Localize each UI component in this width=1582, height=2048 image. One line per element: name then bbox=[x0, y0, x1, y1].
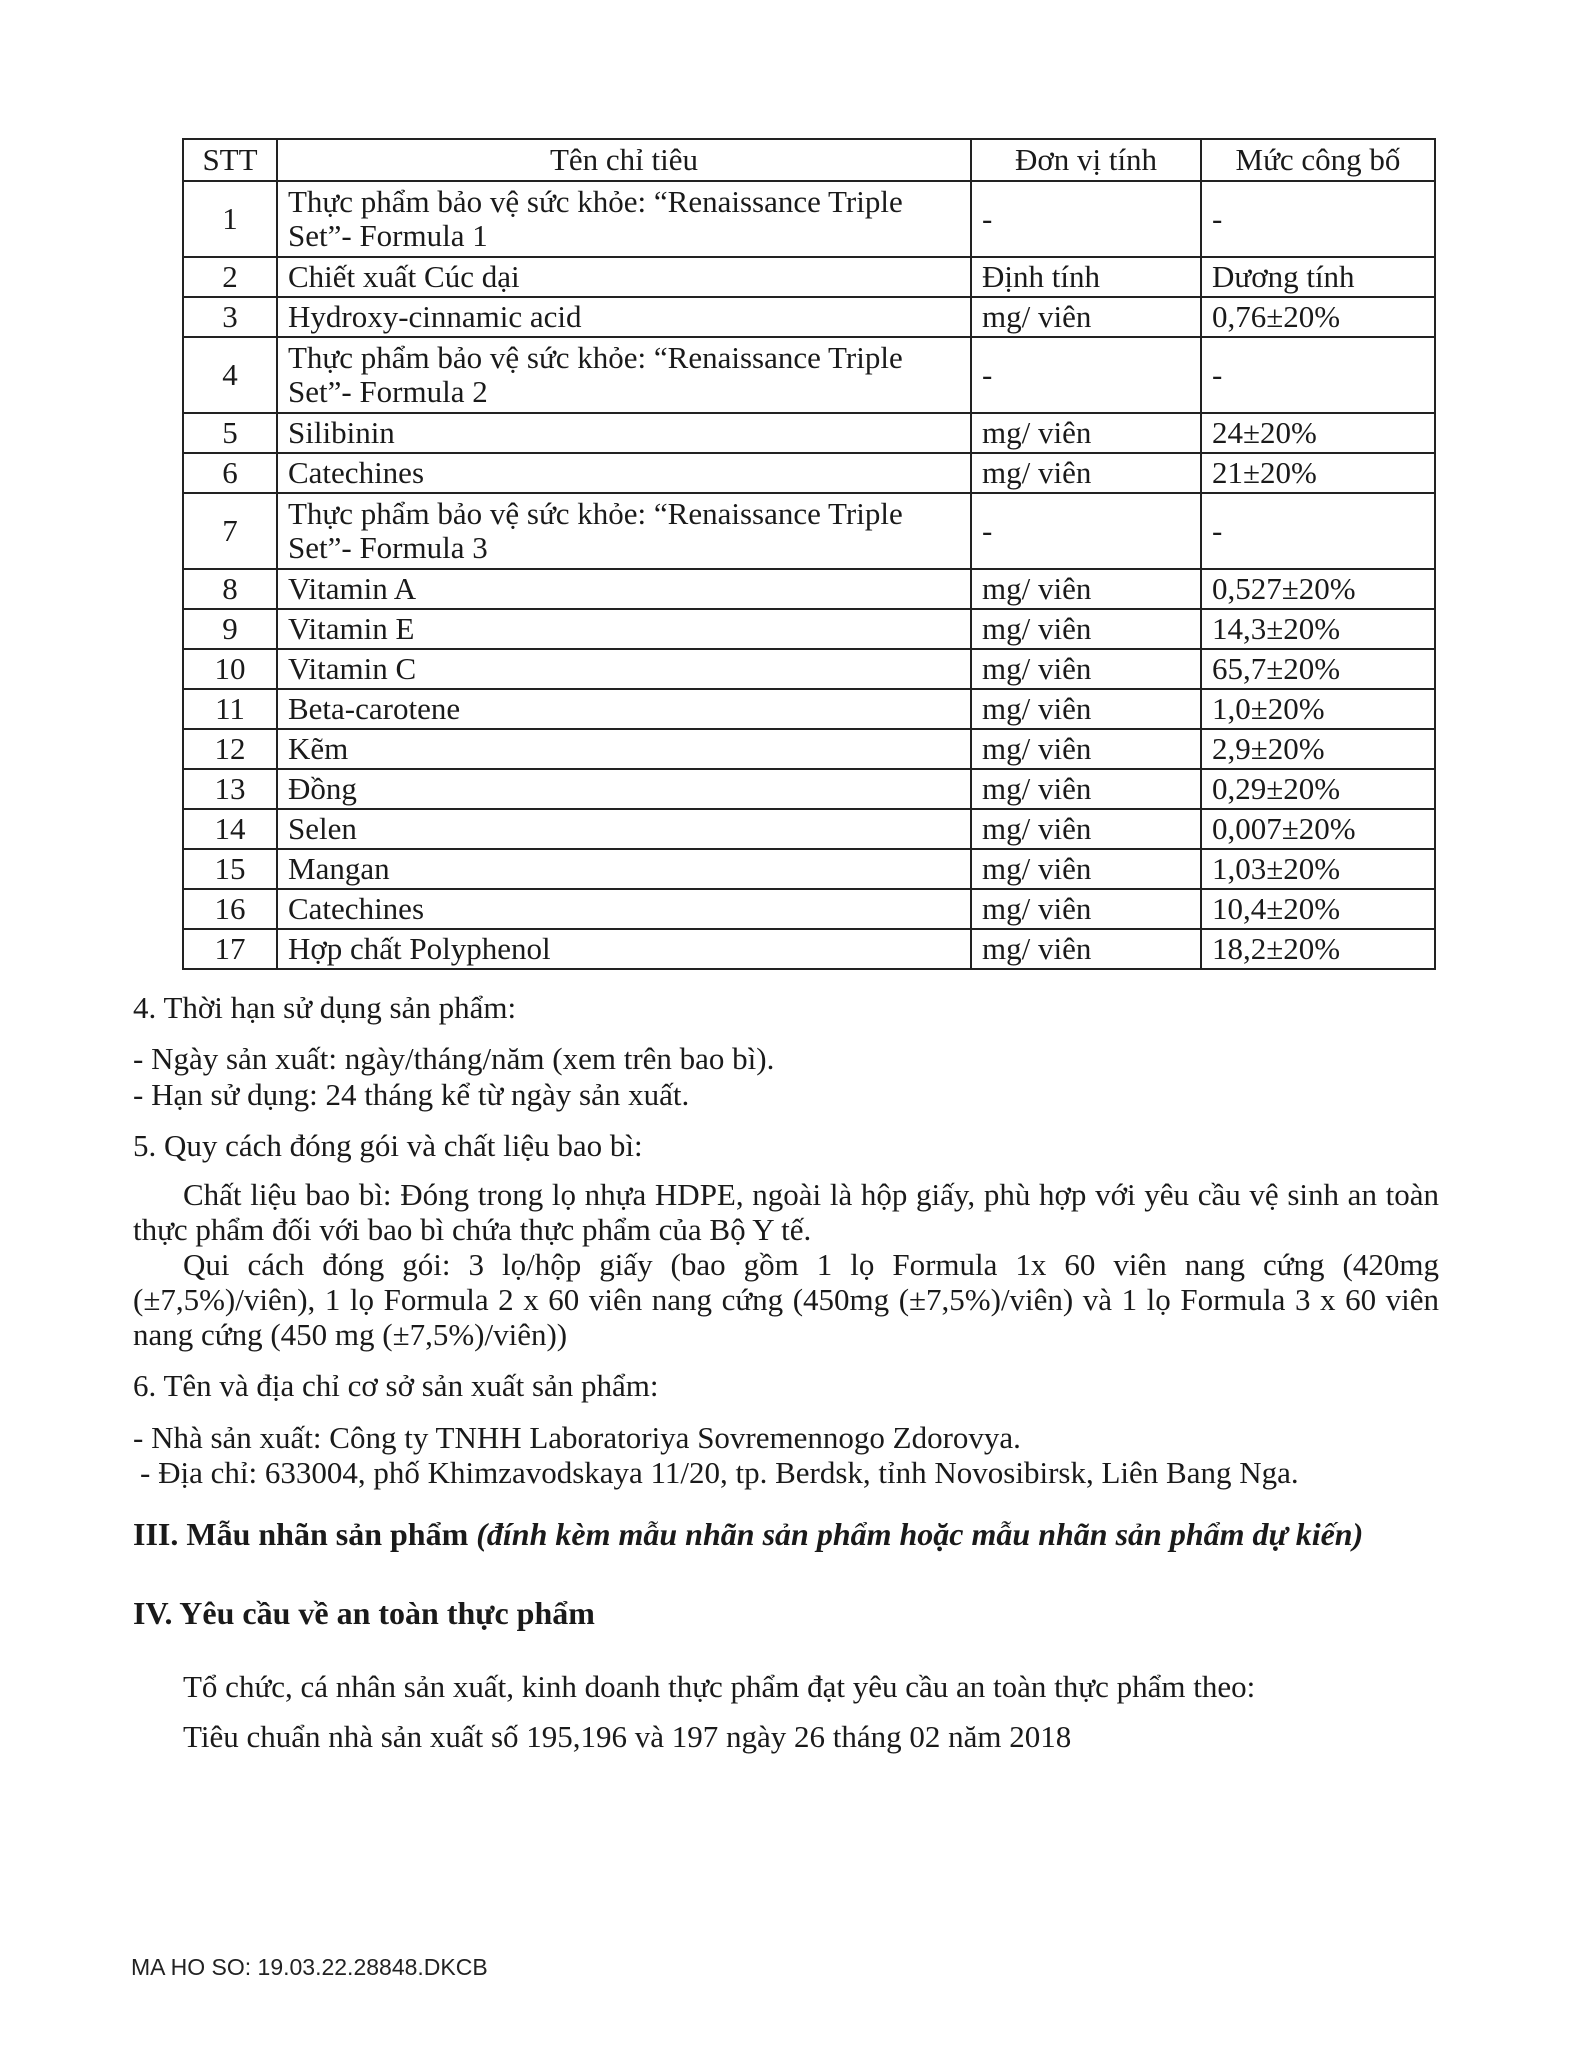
cell-name: Đồng bbox=[277, 769, 971, 809]
cell-value: - bbox=[1201, 493, 1435, 569]
cell-name: Selen bbox=[277, 809, 971, 849]
cell-value: 24±20% bbox=[1201, 413, 1435, 453]
cell-value: 0,527±20% bbox=[1201, 569, 1435, 609]
packaging-material-paragraph: Chất liệu bao bì: Đóng trong lọ nhựa HDPE, ngoài là hộp giấy, phù hợp với yêu cầu vệ sinh an toàn thực phẩm đối với bao bì chứa thực phẩm của Bộ Y tế. bbox=[133, 1177, 1439, 1247]
cell-stt: 5 bbox=[183, 413, 277, 453]
cell-value: 18,2±20% bbox=[1201, 929, 1435, 969]
cell-stt: 4 bbox=[183, 337, 277, 413]
table-row bbox=[183, 649, 1435, 689]
table-row bbox=[183, 297, 1435, 337]
table-row bbox=[183, 413, 1435, 453]
section-iii-heading bbox=[133, 1517, 1439, 1552]
cell-value: Dương tính bbox=[1201, 257, 1435, 297]
cell-value: - bbox=[1201, 181, 1435, 257]
cell-name: Catechines bbox=[277, 453, 971, 493]
table-row bbox=[183, 689, 1435, 729]
cell-name: Vitamin C bbox=[277, 649, 971, 689]
cell-stt: 7 bbox=[183, 493, 277, 569]
cell-value: 14,3±20% bbox=[1201, 609, 1435, 649]
cell-name: Catechines bbox=[277, 889, 971, 929]
cell-stt: 6 bbox=[183, 453, 277, 493]
cell-unit: mg/ viên bbox=[971, 809, 1201, 849]
cell-value: 0,29±20% bbox=[1201, 769, 1435, 809]
table-row bbox=[183, 493, 1435, 569]
expiry-line: - Hạn sử dụng: 24 tháng kể từ ngày sản xuất. bbox=[133, 1077, 690, 1112]
cell-value: - bbox=[1201, 337, 1435, 413]
header-stt: STT bbox=[183, 139, 277, 181]
cell-stt: 12 bbox=[183, 729, 277, 769]
header-unit: Đơn vị tính bbox=[971, 139, 1201, 181]
cell-value: 2,9±20% bbox=[1201, 729, 1435, 769]
cell-stt: 14 bbox=[183, 809, 277, 849]
cell-stt: 13 bbox=[183, 769, 277, 809]
header-value: Mức công bố bbox=[1201, 139, 1435, 181]
cell-stt: 15 bbox=[183, 849, 277, 889]
production-date-line: - Ngày sản xuất: ngày/tháng/năm (xem trên bao bì). bbox=[133, 1041, 775, 1076]
section-6-title: 6. Tên và địa chỉ cơ sở sản xuất sản phẩm: bbox=[133, 1368, 659, 1403]
cell-unit: mg/ viên bbox=[971, 413, 1201, 453]
cell-unit: mg/ viên bbox=[971, 453, 1201, 493]
cell-name: Mangan bbox=[277, 849, 971, 889]
cell-name: Silibinin bbox=[277, 413, 971, 453]
cell-value: 1,0±20% bbox=[1201, 689, 1435, 729]
cell-name: Beta-carotene bbox=[277, 689, 971, 729]
cell-unit: mg/ viên bbox=[971, 889, 1201, 929]
cell-value: 0,007±20% bbox=[1201, 809, 1435, 849]
cell-value: 21±20% bbox=[1201, 453, 1435, 493]
cell-unit: mg/ viên bbox=[971, 689, 1201, 729]
table-row bbox=[183, 453, 1435, 493]
cell-stt: 9 bbox=[183, 609, 277, 649]
cell-stt: 3 bbox=[183, 297, 277, 337]
address-line: - Địa chỉ: 633004, phố Khimzavodskaya 11/20, tp. Berdsk, tỉnh Novosibirsk, Liên Bang Nga. bbox=[140, 1455, 1299, 1490]
cell-unit: mg/ viên bbox=[971, 649, 1201, 689]
table-row bbox=[183, 889, 1435, 929]
cell-stt: 2 bbox=[183, 257, 277, 297]
cell-unit: - bbox=[971, 337, 1201, 413]
table-row bbox=[183, 929, 1435, 969]
cell-name: Thực phẩm bảo vệ sức khỏe: “Renaissance Triple Set”- Formula 2 bbox=[277, 337, 971, 413]
cell-value: 10,4±20% bbox=[1201, 889, 1435, 929]
section-iv-heading: IV. Yêu cầu về an toàn thực phẩm bbox=[133, 1595, 595, 1631]
cell-stt: 17 bbox=[183, 929, 277, 969]
cell-unit: mg/ viên bbox=[971, 729, 1201, 769]
cell-name: Kẽm bbox=[277, 729, 971, 769]
cell-value: 1,03±20% bbox=[1201, 849, 1435, 889]
section-iii-title: III. Mẫu nhãn sản phẩm bbox=[133, 1516, 469, 1552]
cell-stt: 8 bbox=[183, 569, 277, 609]
table-row bbox=[183, 181, 1435, 257]
cell-name: Vitamin A bbox=[277, 569, 971, 609]
cell-unit: mg/ viên bbox=[971, 569, 1201, 609]
table-row bbox=[183, 809, 1435, 849]
section-4-title: 4. Thời hạn sử dụng sản phẩm: bbox=[133, 990, 517, 1025]
table-row bbox=[183, 609, 1435, 649]
cell-value: 0,76±20% bbox=[1201, 297, 1435, 337]
cell-unit: Định tính bbox=[971, 257, 1201, 297]
table-row bbox=[183, 569, 1435, 609]
cell-stt: 11 bbox=[183, 689, 277, 729]
table-row bbox=[183, 337, 1435, 413]
manufacturer-standard-line: Tiêu chuẩn nhà sản xuất số 195,196 và 197 ngày 26 tháng 02 năm 2018 bbox=[183, 1719, 1072, 1754]
cell-unit: - bbox=[971, 181, 1201, 257]
manufacturer-line: - Nhà sản xuất: Công ty TNHH Laboratoriya Sovremennogo Zdorovya. bbox=[133, 1420, 1021, 1455]
specification-table bbox=[182, 138, 1436, 970]
cell-name: Hydroxy-cinnamic acid bbox=[277, 297, 971, 337]
dossier-code-footer: MA HO SO: 19.03.22.28848.DKCB bbox=[131, 1954, 488, 1980]
cell-unit: mg/ viên bbox=[971, 929, 1201, 969]
table-row bbox=[183, 257, 1435, 297]
cell-stt: 1 bbox=[183, 181, 277, 257]
table-row bbox=[183, 849, 1435, 889]
cell-unit: - bbox=[971, 493, 1201, 569]
packing-spec-paragraph: Qui cách đóng gói: 3 lọ/hộp giấy (bao gồm 1 lọ Formula 1x 60 viên nang cứng (420mg (±7,5%)/viên), 1 lọ Formula 2 x 60 viên nang cứng (450mg (±7,5%)/viên) và 1 lọ Formula 3 x 60 viên nang cứng (450 mg (±7,5%)/viên)) bbox=[133, 1247, 1439, 1352]
header-name: Tên chỉ tiêu bbox=[277, 139, 971, 181]
table-body bbox=[183, 181, 1435, 969]
cell-stt: 16 bbox=[183, 889, 277, 929]
cell-unit: mg/ viên bbox=[971, 609, 1201, 649]
cell-name: Vitamin E bbox=[277, 609, 971, 649]
cell-name: Thực phẩm bảo vệ sức khỏe: “Renaissance Triple Set”- Formula 3 bbox=[277, 493, 971, 569]
section-5-title: 5. Quy cách đóng gói và chất liệu bao bì: bbox=[133, 1128, 643, 1163]
cell-name: Chiết xuất Cúc dại bbox=[277, 257, 971, 297]
safety-requirement-line: Tổ chức, cá nhân sản xuất, kinh doanh thực phẩm đạt yêu cầu an toàn thực phẩm theo: bbox=[183, 1669, 1256, 1704]
cell-unit: mg/ viên bbox=[971, 849, 1201, 889]
cell-value: 65,7±20% bbox=[1201, 649, 1435, 689]
table-row bbox=[183, 769, 1435, 809]
table-header-row bbox=[183, 139, 1435, 181]
cell-stt: 10 bbox=[183, 649, 277, 689]
cell-unit: mg/ viên bbox=[971, 297, 1201, 337]
section-iii-note: (đính kèm mẫu nhãn sản phẩm hoặc mẫu nhãn sản phẩm dự kiến) bbox=[476, 1516, 1364, 1552]
cell-unit: mg/ viên bbox=[971, 769, 1201, 809]
cell-name: Hợp chất Polyphenol bbox=[277, 929, 971, 969]
cell-name: Thực phẩm bảo vệ sức khỏe: “Renaissance Triple Set”- Formula 1 bbox=[277, 181, 971, 257]
table-row bbox=[183, 729, 1435, 769]
